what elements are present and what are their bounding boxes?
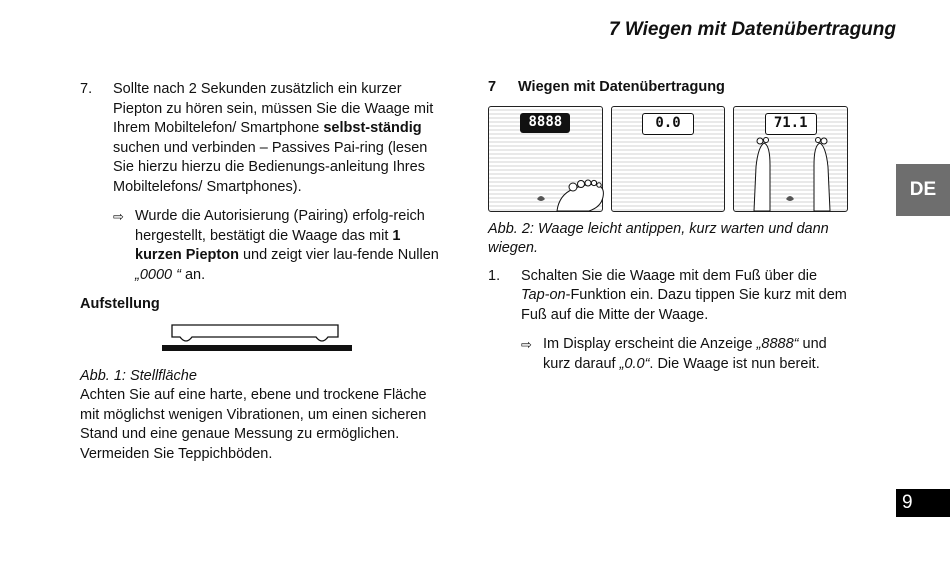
language-tab: DE xyxy=(896,164,950,216)
scale-ready xyxy=(611,106,726,212)
figure-1-caption: Abb. 1: Stellfläche xyxy=(80,367,197,384)
scale-tap xyxy=(488,106,603,212)
result-text: Wurde die Autorisierung (Pairing) erfolg-reich hergestellt, bestätigt die Waage das mit 1 kurzen Piepton und zeigt vier lau-fende Nullen „0000 “ an. xyxy=(135,208,439,283)
right-column xyxy=(488,78,848,374)
step-1 xyxy=(488,267,848,326)
result-arrow-icon: ⇨ xyxy=(521,337,532,352)
result-arrow-icon: ⇨ xyxy=(113,209,124,224)
scale-display: 0.0 xyxy=(642,113,694,135)
scale-display: 8888 xyxy=(520,113,570,133)
left-column xyxy=(80,80,440,464)
scale-display: 71.1 xyxy=(765,113,817,135)
result-pairing xyxy=(80,207,440,285)
figure-2-caption: Abb. 2: Waage leicht antippen, kurz warten und dann wiegen. xyxy=(488,220,829,256)
result-text: Im Display erscheint die Anzeige „8888“ und kurz darauf „0.0“. Die Waage ist nun bereit. xyxy=(543,336,827,372)
feet-on-scale-icon xyxy=(734,107,850,213)
step-7 xyxy=(80,80,440,197)
setup-heading: Aufstellung xyxy=(80,296,160,312)
page-header-title: 7 Wiegen mit Datenübertragung xyxy=(609,19,896,40)
step-number: 1. xyxy=(488,267,501,284)
step-text: Sollte nach 2 Sekunden zusätzlich ein kurzer Piepton zu hören sein, müssen Sie die Waage mit Ihrem Mobiltelefon/ Smartphone selbst-ständig suchen und verbinden – Passives Pai-ring (lesen Sie hierzu hierzu die Bedienungs-anleitung Ihres Mobiltelefons/ Smartphones). xyxy=(113,81,434,195)
setup-text: Achten Sie auf eine harte, ebene und trockene Fläche mit möglichst wenigen Vibrationen, um einen sicheren Stand und eine genaue Messung zu ermöglichen. Vermeiden Sie Teppichböden. xyxy=(80,387,427,462)
section-number: 7 xyxy=(488,79,497,95)
section-title: Wiegen mit Datenübertragung xyxy=(518,79,725,95)
scale-illustrations xyxy=(488,106,848,212)
foot-tap-icon xyxy=(489,107,605,213)
surface-figure xyxy=(162,323,354,353)
scale-weighing xyxy=(733,106,848,212)
section-heading xyxy=(488,78,848,98)
page-number: 9 xyxy=(896,489,950,517)
step-text: Schalten Sie die Waage mit dem Fuß über die Tap-on-Funktion ein. Dazu tippen Sie kurz mit dem Fuß auf die Mitte der Waage. xyxy=(521,267,847,323)
step-number: 7. xyxy=(80,81,93,97)
result-display xyxy=(488,335,848,374)
